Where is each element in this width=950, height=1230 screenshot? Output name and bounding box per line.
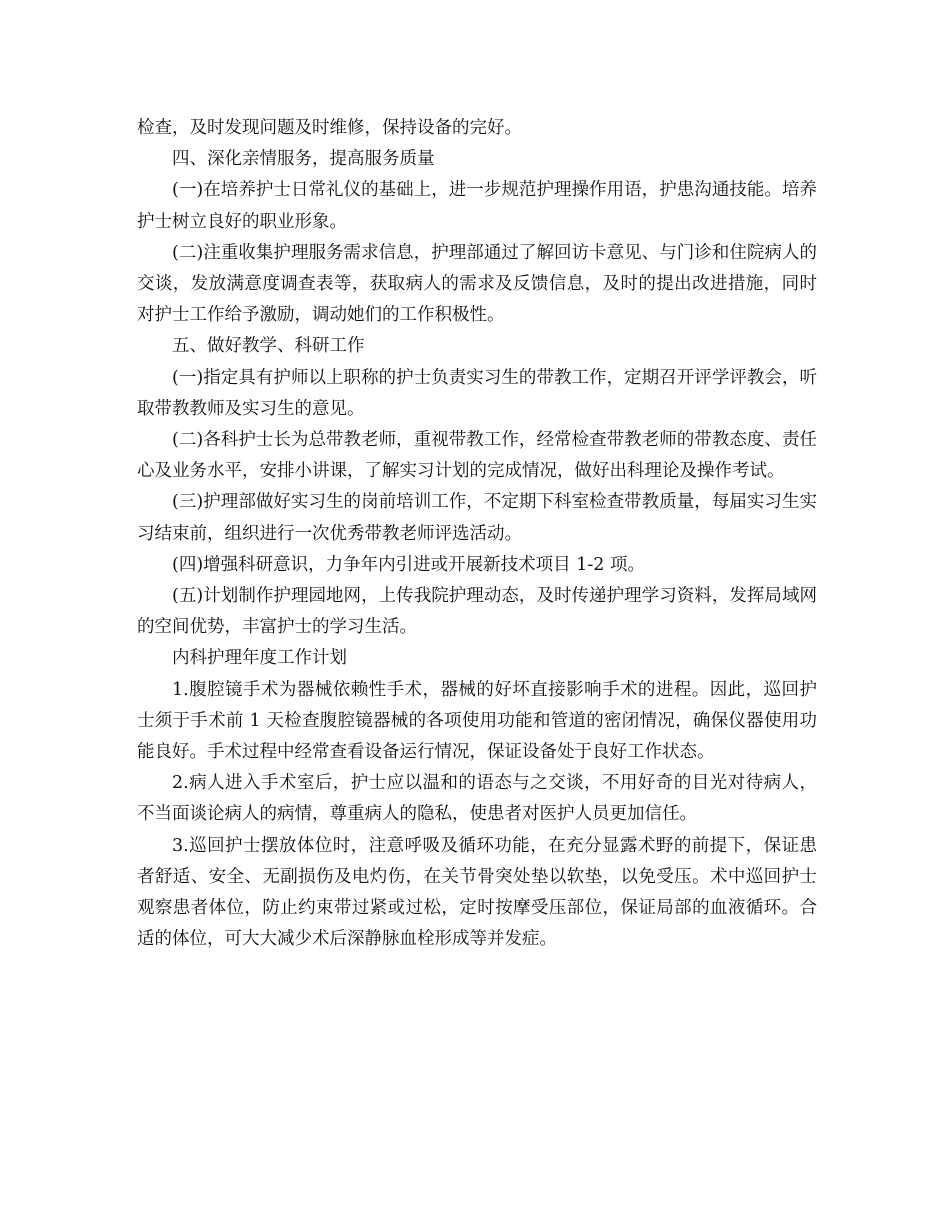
paragraph: (二)注重收集护理服务需求信息，护理部通过了解回访卡意见、与门诊和住院病人的交谈，发放满意度调查表等，获取病人的需求及反馈信息，及时的提出改进措施，同时对护士工作给予激励，调动她们的工作积极性。 bbox=[137, 242, 817, 326]
paragraph: (四)增强科研意识，力争年内引进或开展新技术项目 1-2 项。 bbox=[172, 554, 645, 575]
paragraph: (二)各科护士长为总带教老师，重视带教工作，经常检查带教老师的带教态度、责任心及业务水平，安排小讲课，了解实习计划的完成情况，做好出科理论及操作考试。 bbox=[137, 430, 817, 482]
paragraph: (一)指定具有护师以上职称的护士负责实习生的带教工作，定期召开评学评教会，听取带教教师及实习生的意见。 bbox=[137, 367, 817, 419]
paragraph: (五)计划制作护理园地网，上传我院护理动态，及时传递护理学习资料，发挥局域网的空间优势，丰富护士的学习生活。 bbox=[137, 586, 817, 638]
paragraph: 1.腹腔镜手术为器械依赖性手术，器械的好坏直接影响手术的进程。因此，巡回护士须于手术前 1 天检查腹腔镜器械的各项使用功能和管道的密闭情况，确保仪器使用功能良好。手术过程中经常查看设备运行情况，保证设备处于良好工作状态。 bbox=[137, 679, 817, 763]
section-heading-internal-medicine-plan: 内科护理年度工作计划 bbox=[172, 648, 347, 669]
section-heading-five: 五、做好教学、科研工作 bbox=[172, 336, 365, 357]
paragraph: (三)护理部做好实习生的岗前培训工作，不定期下科室检查带教质量，每届实习生实习结束前，组织进行一次优秀带教老师评选活动。 bbox=[137, 492, 817, 544]
section-heading-four: 四、深化亲情服务，提高服务质量 bbox=[172, 149, 435, 170]
paragraph: 3.巡回护士摆放体位时，注意呼吸及循环功能，在充分显露术野的前提下，保证患者舒适、安全、无副损伤及电灼伤，在关节骨突处垫以软垫，以免受压。术中巡回护士观察患者体位，防止约束带过紧或过松，定时按摩受压部位，保证局部的血液循环。合适的体位，可大大减少术后深静脉血栓形成等并发症。 bbox=[137, 835, 817, 950]
paragraph: (一)在培养护士日常礼仪的基础上，进一步规范护理操作用语，护患沟通技能。培养护士树立良好的职业形象。 bbox=[137, 180, 817, 232]
document-body bbox=[137, 113, 817, 955]
paragraph-continuation: 检查，及时发现问题及时维修，保持设备的完好。 bbox=[137, 118, 522, 138]
paragraph: 2.病人进入手术室后，护士应以温和的语态与之交谈，不用好奇的目光对待病人，不当面谈论病人的病情，尊重病人的隐私，使患者对医护人员更加信任。 bbox=[137, 773, 817, 825]
